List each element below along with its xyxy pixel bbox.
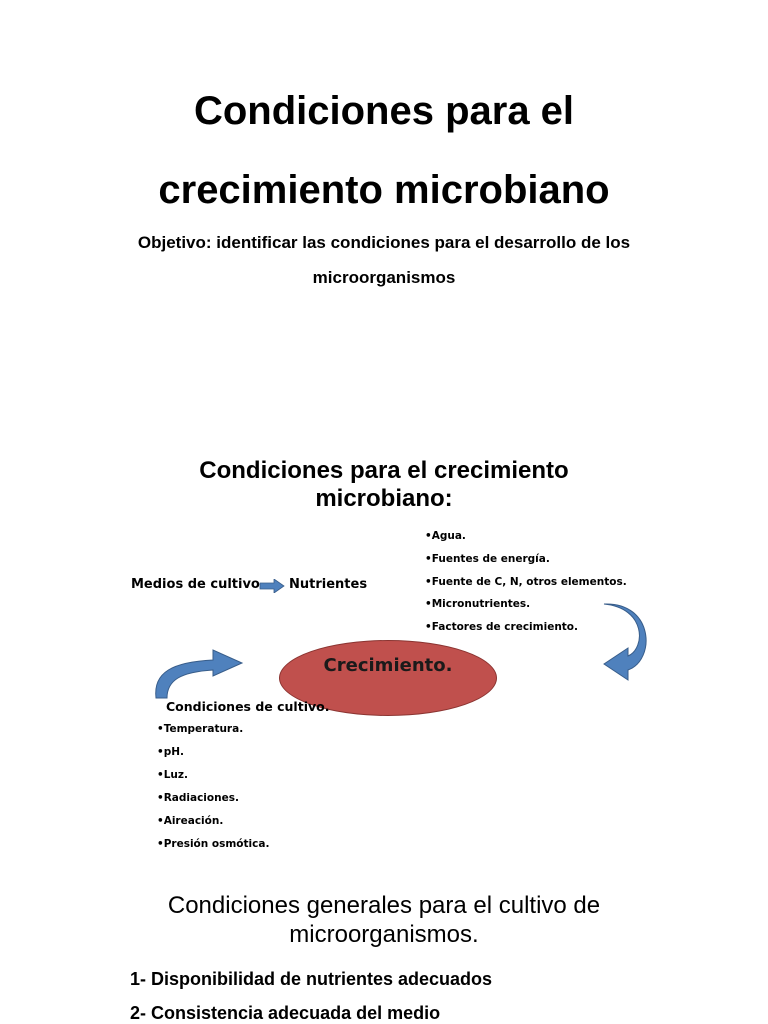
slide1-title-line1: Condiciones para el	[193, 89, 575, 133]
slide2-title-line2: microbiano:	[315, 485, 453, 512]
culture-item-radiaciones: •Radiaciones.	[157, 792, 239, 804]
nutrient-item-energia: •Fuentes de energía.	[425, 553, 550, 565]
nutrient-item-agua: •Agua.	[425, 530, 466, 542]
culture-item-aireacion: •Aireación.	[157, 815, 224, 827]
condiciones-de-cultivo-label: Condiciones de cultivo.	[166, 699, 330, 714]
curved-arrow-right-icon	[153, 646, 245, 700]
culture-item-presion: •Presión osmótica.	[157, 838, 270, 850]
culture-item-temperatura: •Temperatura.	[157, 723, 244, 735]
slide1-objective	[60, 225, 708, 295]
nutrient-item-factores: •Factores de crecimiento.	[425, 621, 579, 633]
slide1-title-line2: crecimiento microbiano	[158, 168, 610, 212]
slide3-title-line2: microorganismos.	[289, 921, 479, 948]
culture-item-luz: •Luz.	[157, 769, 188, 781]
nutrientes-label: Nutrientes	[289, 577, 368, 592]
slide3-title	[0, 891, 768, 949]
nutrient-item-cn: •Fuente de C, N, otros elementos.	[425, 576, 627, 588]
crecimiento-label: Crecimiento.	[323, 655, 453, 676]
curved-arrow-down-icon	[598, 600, 648, 682]
nutrient-item-micronutrientes: •Micronutrientes.	[425, 598, 531, 610]
medios-de-cultivo-label: Medios de cultivo	[131, 577, 260, 592]
point-2: 2- Consistencia adecuada del medio	[130, 1003, 441, 1023]
point-1: 1- Disponibilidad de nutrientes adecuados	[130, 969, 493, 989]
slide3-title-line1: Condiciones generales para el cultivo de	[167, 892, 601, 919]
objective-line2: microorganismos	[312, 268, 456, 287]
objective-line1: Objetivo: identificar las condiciones para el desarrollo de los	[137, 233, 631, 252]
slide2-title-line1: Condiciones para el crecimiento	[199, 457, 569, 484]
slide2-title	[0, 457, 768, 513]
culture-item-ph: •pH.	[157, 746, 185, 758]
right-arrow-icon	[259, 579, 285, 593]
